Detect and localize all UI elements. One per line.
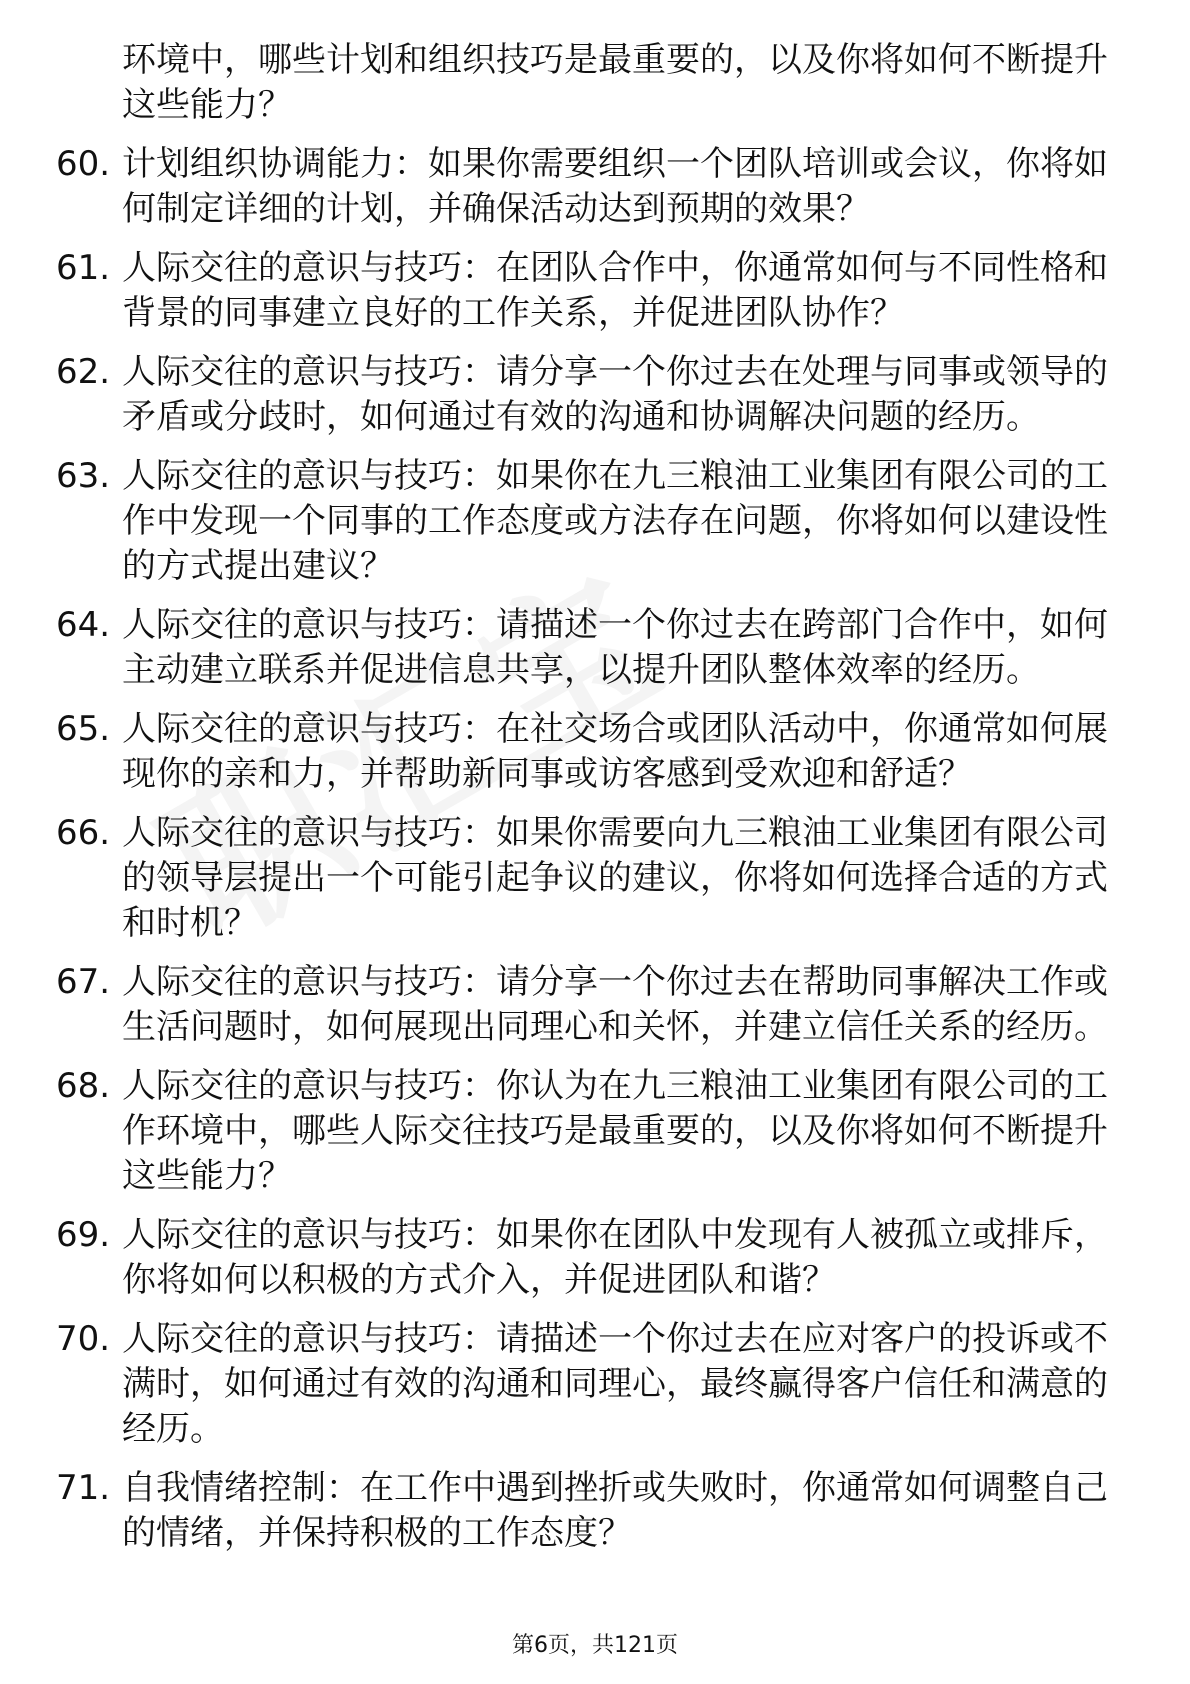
item-text: 人际交往的意识与技巧：请描述一个你过去在跨部门合作中，如何主动建立联系并促进信息共享，以提升团队整体效率的经历。 <box>122 605 1108 690</box>
item-number: 71. <box>56 1468 111 1508</box>
item-text: 自我情绪控制：在工作中遇到挫折或失败时，你通常如何调整自己的情绪，并保持积极的工作态度？ <box>122 1468 1108 1553</box>
item-number: 63. <box>56 456 111 496</box>
item-number: 62. <box>56 352 111 392</box>
list-item <box>56 1317 1116 1452</box>
item-number: 60. <box>56 144 111 184</box>
item-text: 人际交往的意识与技巧：如果你需要向九三粮油工业集团有限公司的领导层提出一个可能引起争议的建议，你将如何选择合适的方式和时机？ <box>122 813 1108 943</box>
item-number: 65. <box>56 709 111 749</box>
item-number: 70. <box>56 1319 111 1359</box>
item-number: 69. <box>56 1215 111 1255</box>
items-container <box>56 142 1116 1556</box>
item-text: 计划组织协调能力：如果你需要组织一个团队培训或会议，你将如何制定详细的计划，并确保活动达到预期的效果？ <box>122 144 1108 229</box>
item-text: 人际交往的意识与技巧：请分享一个你过去在处理与同事或领导的矛盾或分歧时，如何通过有效的沟通和协调解决问题的经历。 <box>122 352 1108 437</box>
item-text: 人际交往的意识与技巧：请分享一个你过去在帮助同事解决工作或生活问题时，如何展现出同理心和关怀，并建立信任关系的经历。 <box>122 962 1108 1047</box>
list-item <box>56 1213 1116 1303</box>
item-text: 人际交往的意识与技巧：在社交场合或团队活动中，你通常如何展现你的亲和力，并帮助新同事或访客感到受欢迎和舒适？ <box>122 709 1108 794</box>
list-item <box>56 350 1116 440</box>
continuation-text: 环境中，哪些计划和组织技巧是最重要的，以及你将如何不断提升这些能力？ <box>122 40 1108 125</box>
list-item <box>56 1064 1116 1199</box>
page-footer: 第6页，共121页 <box>512 1633 678 1658</box>
list-item <box>56 1466 1116 1556</box>
item-number: 67. <box>56 962 111 1002</box>
item-number: 66. <box>56 813 111 853</box>
list-item <box>56 811 1116 946</box>
item-number: 61. <box>56 248 111 288</box>
list-item <box>56 707 1116 797</box>
item-number: 68. <box>56 1066 111 1106</box>
item-text: 人际交往的意识与技巧：如果你在九三粮油工业集团有限公司的工作中发现一个同事的工作态度或方法存在问题，你将如何以建设性的方式提出建议？ <box>122 456 1108 586</box>
list-item <box>56 603 1116 693</box>
item-text: 人际交往的意识与技巧：你认为在九三粮油工业集团有限公司的工作环境中，哪些人际交往技巧是最重要的，以及你将如何不断提升这些能力？ <box>122 1066 1108 1196</box>
list-item <box>56 246 1116 336</box>
list-item <box>56 454 1116 589</box>
list-item <box>56 142 1116 232</box>
item-text: 人际交往的意识与技巧：如果你在团队中发现有人被孤立或排斥，你将如何以积极的方式介入，并促进团队和谐？ <box>122 1215 1108 1300</box>
question-list <box>56 38 1116 1570</box>
item-text: 人际交往的意识与技巧：请描述一个你过去在应对客户的投诉或不满时，如何通过有效的沟通和同理心，最终赢得客户信任和满意的经历。 <box>122 1319 1108 1449</box>
item-text: 人际交往的意识与技巧：在团队合作中，你通常如何与不同性格和背景的同事建立良好的工作关系，并促进团队协作？ <box>122 248 1108 333</box>
item-number: 64. <box>56 605 111 645</box>
list-item <box>56 960 1116 1050</box>
